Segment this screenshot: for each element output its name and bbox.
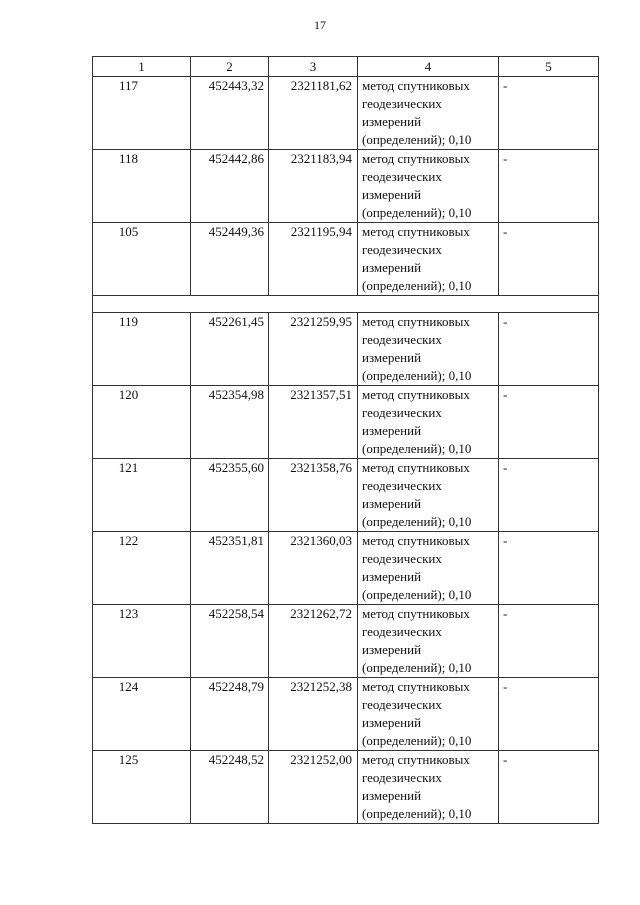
x-coordinate-cell: 452261,45 bbox=[191, 313, 269, 386]
table-row bbox=[93, 77, 599, 150]
method-cell: метод спутниковых геодезических измерений (определений); 0,10 bbox=[358, 150, 499, 223]
x-coordinate-cell: 452442,86 bbox=[191, 150, 269, 223]
point-number-cell: 105 bbox=[93, 223, 191, 296]
table-row bbox=[93, 459, 599, 532]
x-coordinate-cell: 452351,81 bbox=[191, 532, 269, 605]
point-number-cell: 119 bbox=[93, 313, 191, 386]
table-row bbox=[93, 751, 599, 824]
note-cell: - bbox=[499, 223, 599, 296]
y-coordinate-cell: 2321181,62 bbox=[269, 77, 358, 150]
method-cell: метод спутниковых геодезических измерений (определений); 0,10 bbox=[358, 605, 499, 678]
y-coordinate-cell: 2321195,94 bbox=[269, 223, 358, 296]
method-cell: метод спутниковых геодезических измерений (определений); 0,10 bbox=[358, 459, 499, 532]
y-coordinate-cell: 2321252,38 bbox=[269, 678, 358, 751]
y-coordinate-cell: 2321357,51 bbox=[269, 386, 358, 459]
method-cell: метод спутниковых геодезических измерений (определений); 0,10 bbox=[358, 532, 499, 605]
y-coordinate-cell: 2321360,03 bbox=[269, 532, 358, 605]
point-number-cell: 120 bbox=[93, 386, 191, 459]
x-coordinate-cell: 452354,98 bbox=[191, 386, 269, 459]
x-coordinate-cell: 452449,36 bbox=[191, 223, 269, 296]
y-coordinate-cell: 2321358,76 bbox=[269, 459, 358, 532]
method-cell: метод спутниковых геодезических измерений (определений); 0,10 bbox=[358, 77, 499, 150]
x-coordinate-cell: 452248,52 bbox=[191, 751, 269, 824]
point-number-cell: 121 bbox=[93, 459, 191, 532]
table-row bbox=[93, 605, 599, 678]
y-coordinate-cell: 2321252,00 bbox=[269, 751, 358, 824]
note-cell: - bbox=[499, 459, 599, 532]
method-cell: метод спутниковых геодезических измерений (определений); 0,10 bbox=[358, 751, 499, 824]
note-cell: - bbox=[499, 751, 599, 824]
x-coordinate-cell: 452443,32 bbox=[191, 77, 269, 150]
x-coordinate-cell: 452355,60 bbox=[191, 459, 269, 532]
point-number-cell: 117 bbox=[93, 77, 191, 150]
y-coordinate-cell: 2321259,95 bbox=[269, 313, 358, 386]
table-row bbox=[93, 532, 599, 605]
method-cell: метод спутниковых геодезических измерений (определений); 0,10 bbox=[358, 313, 499, 386]
page-number: 17 bbox=[314, 18, 326, 32]
table-row bbox=[93, 150, 599, 223]
separator-row bbox=[93, 296, 599, 313]
table-row bbox=[93, 223, 599, 296]
table-row bbox=[93, 678, 599, 751]
table-row bbox=[93, 313, 599, 386]
method-cell: метод спутниковых геодезических измерений (определений); 0,10 bbox=[358, 386, 499, 459]
point-number-cell: 118 bbox=[93, 150, 191, 223]
coordinates-table bbox=[92, 56, 599, 824]
header-cell: 4 bbox=[358, 57, 499, 77]
x-coordinate-cell: 452248,79 bbox=[191, 678, 269, 751]
method-cell: метод спутниковых геодезических измерений (определений); 0,10 bbox=[358, 223, 499, 296]
note-cell: - bbox=[499, 313, 599, 386]
note-cell: - bbox=[499, 77, 599, 150]
table-header-row bbox=[93, 57, 599, 77]
separator-cell bbox=[93, 296, 599, 313]
note-cell: - bbox=[499, 532, 599, 605]
header-cell: 1 bbox=[93, 57, 191, 77]
note-cell: - bbox=[499, 386, 599, 459]
point-number-cell: 122 bbox=[93, 532, 191, 605]
point-number-cell: 123 bbox=[93, 605, 191, 678]
note-cell: - bbox=[499, 678, 599, 751]
y-coordinate-cell: 2321183,94 bbox=[269, 150, 358, 223]
point-number-cell: 125 bbox=[93, 751, 191, 824]
table-row bbox=[93, 386, 599, 459]
note-cell: - bbox=[499, 605, 599, 678]
x-coordinate-cell: 452258,54 bbox=[191, 605, 269, 678]
note-cell: - bbox=[499, 150, 599, 223]
header-cell: 2 bbox=[191, 57, 269, 77]
point-number-cell: 124 bbox=[93, 678, 191, 751]
method-cell: метод спутниковых геодезических измерений (определений); 0,10 bbox=[358, 678, 499, 751]
header-cell: 5 bbox=[499, 57, 599, 77]
header-cell: 3 bbox=[269, 57, 358, 77]
y-coordinate-cell: 2321262,72 bbox=[269, 605, 358, 678]
